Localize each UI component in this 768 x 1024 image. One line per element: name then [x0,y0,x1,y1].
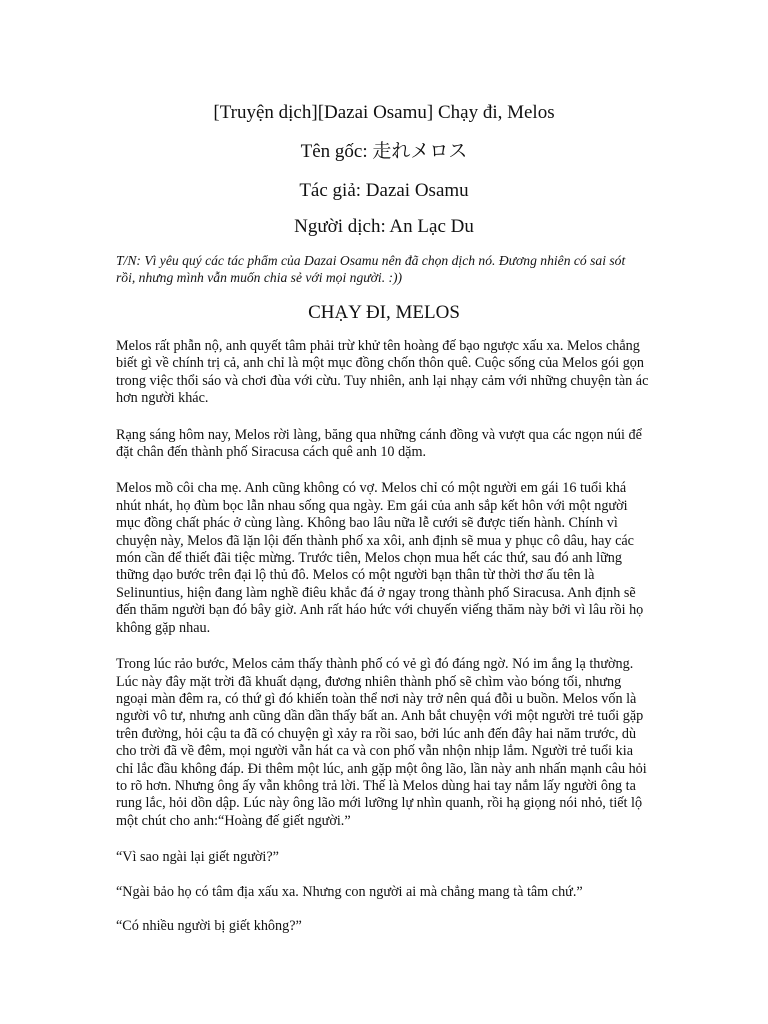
dialogue-line: “Có nhiều người bị giết không?” [116,917,302,934]
paragraph: Melos mồ côi cha mẹ. Anh cũng không có vợ. Melos chỉ có một người em gái 16 tuổi khá nhút nhát, họ đùm bọc lẫn nhau sống qua ngày. Em gái của anh sắp kết hôn với một người mục đồng chất phác ở cùng làng. Không bao lâu nữa lễ cưới sẽ được tiến hành. Chính vì chuyện này, Melos đã lặn lội đến thành phố xa xôi, anh định sẽ mua y phục cô dâu, hay các món cần để thiết đãi tiệc mừng. Trước tiên, Melos chọn mua hết các thứ, sau đó anh lững thững dạo bước trên đại lộ thủ đô. Melos có một người bạn thân từ thời thơ ấu tên là Selinuntius, hiện đang làm nghề điêu khắc đá ở ngay trong thành phố Siracusa. Anh định sẽ đến thăm người bạn đó bây giờ. Anh rất háo hức với chuyến viếng thăm này bởi vì lâu rồi họ không gặp nhau. [116,480,644,636]
translator-line: Người dịch: An Lạc Du [294,216,474,237]
paragraph: Trong lúc rảo bước, Melos cảm thấy thành phố có vẻ gì đó đáng ngờ. Nó im ắng lạ thường. Lúc này đây mặt trời đã khuất dạng, đương nhiên thành phố sẽ chìm vào bóng tối, nhưng ngoại màn đêm ra, có thứ gì đó khiến toàn thể nơi này trở nên quá đỗi u buồn. Melos vốn là người vô tư, nhưng anh cũng dần dần thấy bất an. Anh bắt chuyện với một người trẻ tuổi gặp trên đường, hỏi cậu ta đã có chuyện gì xảy ra rồi sao, bởi lúc anh đến đây hai năm trước, dù cho trời đã về đêm, mọi người vẫn hát ca và con phố vẫn nhộn nhịp lắm. Người trẻ tuổi kia chỉ lắc đầu không đáp. Đi thêm một lúc, anh gặp một ông lão, lần này anh nhấn mạnh câu hỏi to rõ hơn. Nhưng ông ấy vẫn không trả lời. Thế là Melos dùng hai tay nắm lấy người ông ta rung lắc, hỏi dồn dập. Lúc này ông lão mới lưỡng lự nhìn quanh, rồi hạ giọng nói nhỏ, tiết lộ một chút cho anh:“Hoàng đế giết người.” [116,656,647,829]
author-line: Tác giả: Dazai Osamu [299,180,469,201]
chapter-heading: CHẠY ĐI, MELOS [308,302,460,323]
paragraph: Rạng sáng hôm nay, Melos rời làng, băng qua những cánh đồng và vượt qua các ngọn núi để đặt chân đến thành phố Siracusa cách quê anh 10 dặm. [116,426,642,461]
document-title: [Truyện dịch][Dazai Osamu] Chạy đi, Melos [213,102,555,123]
original-title: Tên gốc: 走れメロス [300,141,468,162]
dialogue-line: “Ngài bảo họ có tâm địa xấu xa. Nhưng con người ai mà chẳng mang tà tâm chứ.” [116,883,583,900]
translator-note: T/N: Vì yêu quý các tác phẩm của Dazai Osamu nên đã chọn dịch nó. Đương nhiên có sai sót rồi, nhưng mình vẫn muốn chia sẻ với mọi người. :)) [116,253,626,285]
dialogue-line: “Vì sao ngài lại giết người?” [116,849,279,866]
paragraph: Melos rất phẫn nộ, anh quyết tâm phải trừ khử tên hoàng đế bạo ngược xấu xa. Melos chẳng biết gì về chính trị cả, anh chỉ là một mục đồng chốn thôn quê. Cuộc sống của Melos gói gọn trong việc thổi sáo và chơi đùa với cừu. Tuy nhiên, anh lại nhạy cảm với những chuyện tàn ác hơn người khác. [116,338,649,407]
story-body [116,338,652,952]
